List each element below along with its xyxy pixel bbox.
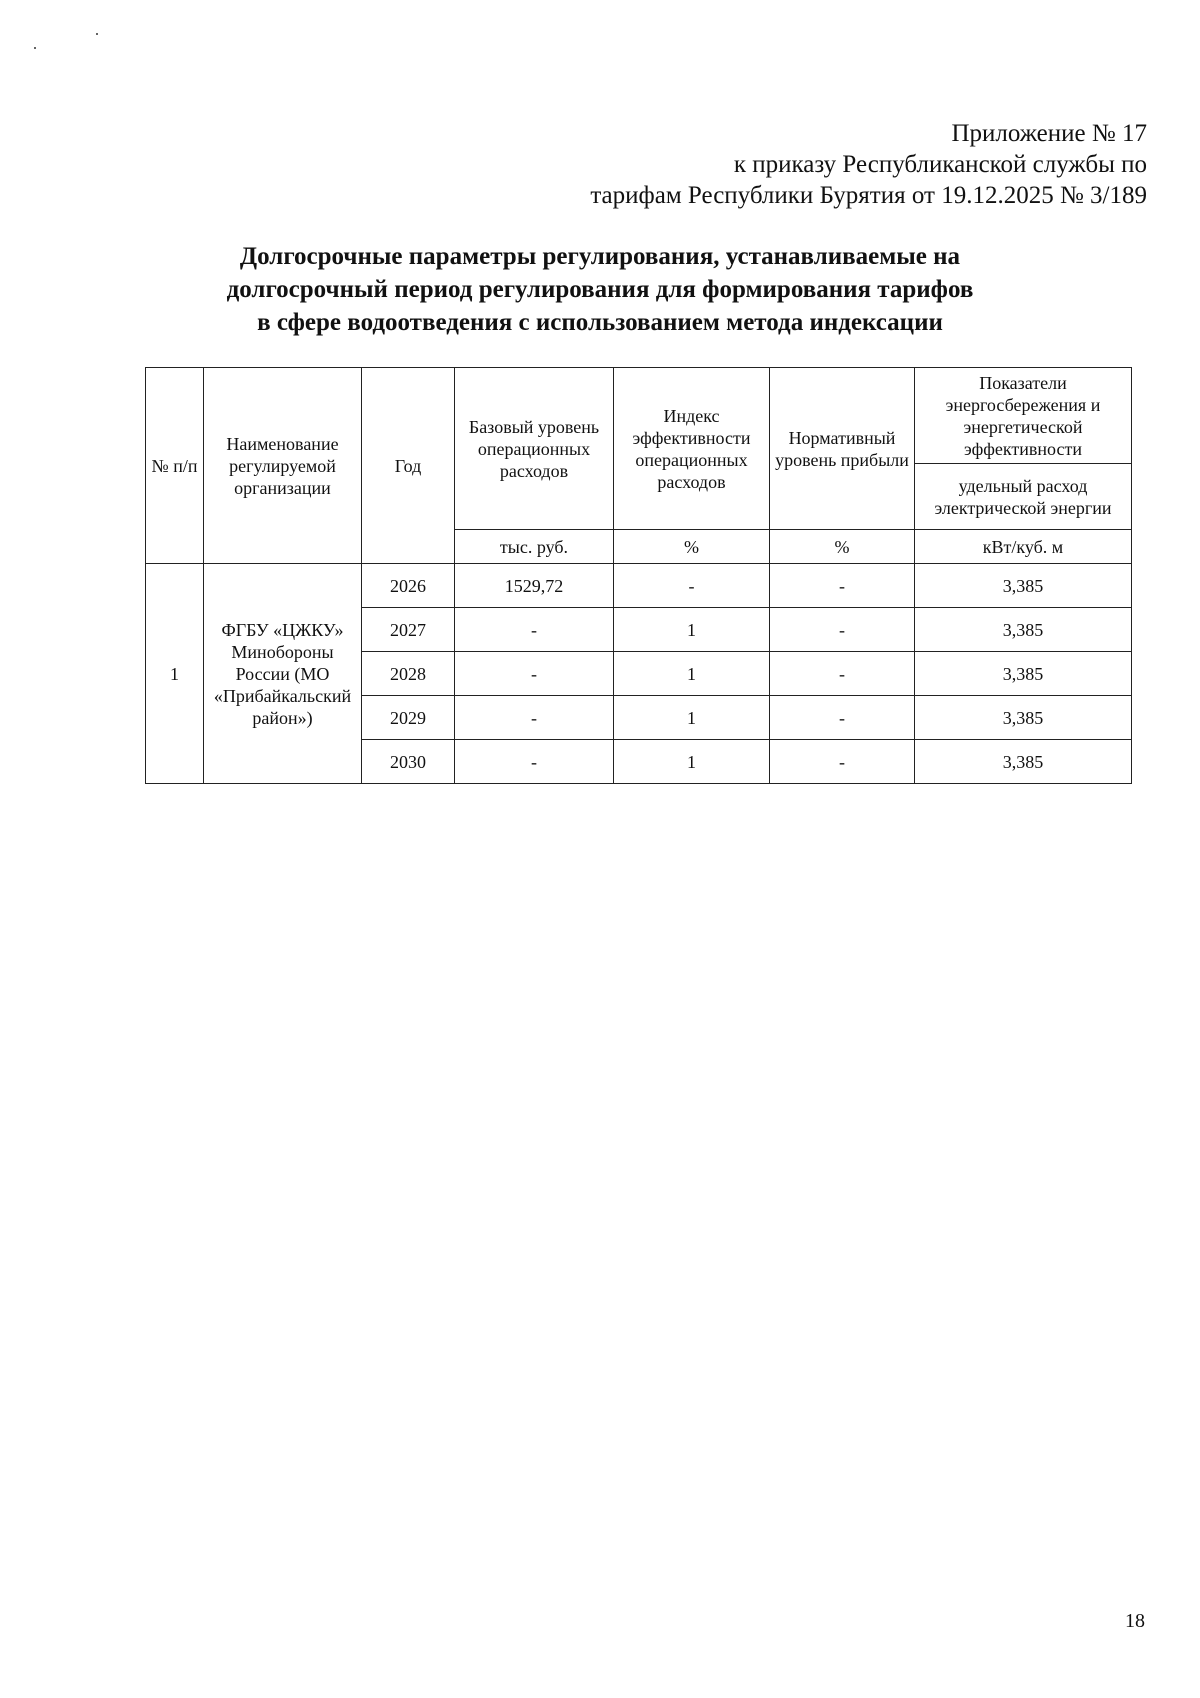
- cell-profit: -: [770, 608, 915, 652]
- header-energy-group: Показатели энергосбережения и энергетической эффективности: [915, 368, 1132, 464]
- title-line: Долгосрочные параметры регулирования, устанавливаемые на: [239, 243, 961, 270]
- header-energy-consumption: удельный расход электрической энергии: [915, 464, 1132, 530]
- unit-base: тыс. руб.: [455, 530, 614, 564]
- row-number: 1: [146, 564, 204, 784]
- header-year: Год: [362, 368, 455, 564]
- cell-profit: -: [770, 740, 915, 784]
- appendix-line: Приложение № 17: [951, 120, 1147, 147]
- header-efficiency-index: Индекс эффективности операционных расходов: [614, 368, 770, 530]
- cell-base: -: [455, 608, 614, 652]
- cell-profit: -: [770, 564, 915, 608]
- unit-index: %: [614, 530, 770, 564]
- cell-year: 2030: [362, 740, 455, 784]
- parameters-table: [145, 367, 1132, 784]
- organization-name: ФГБУ «ЦЖКУ» Минобороны России (МО «Прибайкальский район»): [204, 564, 362, 784]
- appendix-line: к приказу Республиканской службы по: [733, 151, 1147, 178]
- cell-base: -: [455, 696, 614, 740]
- appendix-header: [590, 118, 1147, 211]
- cell-index: 1: [614, 608, 770, 652]
- table-row: [146, 564, 1132, 608]
- cell-energy: 3,385: [915, 696, 1132, 740]
- cell-energy: 3,385: [915, 564, 1132, 608]
- cell-index: 1: [614, 740, 770, 784]
- header-number: № п/п: [146, 368, 204, 564]
- document-title: [160, 240, 1040, 339]
- cell-energy: 3,385: [915, 608, 1132, 652]
- cell-year: 2028: [362, 652, 455, 696]
- cell-profit: -: [770, 696, 915, 740]
- cell-index: 1: [614, 696, 770, 740]
- cell-index: -: [614, 564, 770, 608]
- title-line: долгосрочный период регулирования для формирования тарифов: [226, 276, 974, 303]
- cell-index: 1: [614, 652, 770, 696]
- cell-base: -: [455, 740, 614, 784]
- cell-energy: 3,385: [915, 740, 1132, 784]
- scan-speck: [96, 33, 98, 35]
- appendix-line: тарифам Республики Бурятия от 19.12.2025 № 3/189: [590, 182, 1147, 209]
- cell-year: 2027: [362, 608, 455, 652]
- scan-speck: [34, 47, 36, 49]
- cell-year: 2029: [362, 696, 455, 740]
- cell-base: 1529,72: [455, 564, 614, 608]
- title-line: в сфере водоотведения с использованием метода индексации: [257, 309, 943, 336]
- unit-profit: %: [770, 530, 915, 564]
- cell-base: -: [455, 652, 614, 696]
- header-organization: Наименование регулируемой организации: [204, 368, 362, 564]
- header-base-opex: Базовый уровень операционных расходов: [455, 368, 614, 530]
- cell-year: 2026: [362, 564, 455, 608]
- cell-profit: -: [770, 652, 915, 696]
- unit-energy: кВт/куб. м: [915, 530, 1132, 564]
- header-profit-level: Нормативный уровень прибыли: [770, 368, 915, 530]
- page-number: 18: [1125, 1610, 1145, 1632]
- cell-energy: 3,385: [915, 652, 1132, 696]
